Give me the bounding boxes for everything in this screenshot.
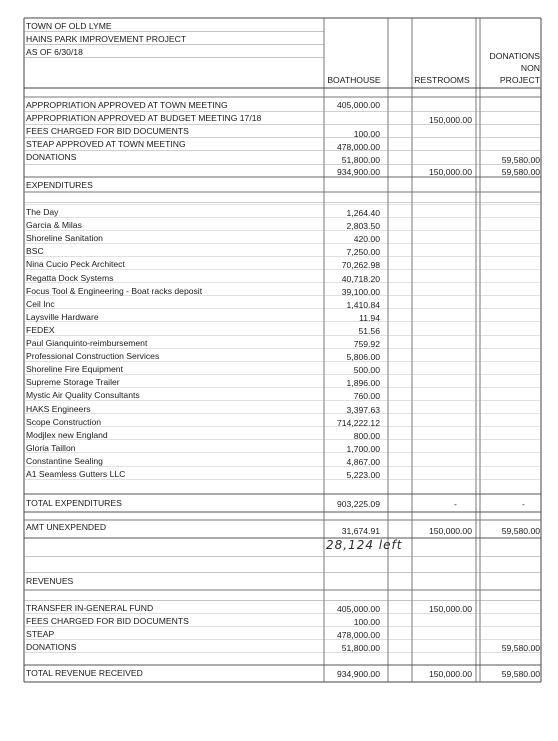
expenditure-amount: 1,410.84 (346, 299, 380, 310)
revenue-boathouse-value: 100.00 (353, 617, 380, 627)
column-header-donations: DONATIONS (489, 51, 540, 61)
expenditure-amount: 3,397.63 (346, 404, 380, 415)
expenditures-heading: EXPENDITURES (26, 180, 93, 190)
funding-total-restrooms: 150,000.00 (428, 167, 472, 177)
amt-unexpended-restrooms: 150,000.00 (428, 526, 472, 536)
funding-label: APPROPRIATION APPROVED AT BUDGET MEETING 17/18 (26, 113, 262, 123)
expenditure-label: Mystic Air Quality Consultants (26, 390, 140, 401)
expenditure-amount: 2,803.50 (346, 221, 380, 232)
revenue-label: DONATIONS (26, 642, 77, 652)
revenue-label: TRANSFER IN-GENERAL FUND (26, 603, 154, 613)
expenditure-amount: 39,100.00 (341, 286, 380, 297)
revenue-boathouse-value: 478,000.00 (336, 630, 380, 640)
funding-label: APPROPRIATION APPROVED AT TOWN MEETING (26, 100, 228, 110)
expenditure-label: A1 Seamless Gutters LLC (26, 469, 126, 479)
expenditure-label: FEDEX (26, 324, 55, 335)
report-title-project: HAINS PARK IMPROVEMENT PROJECT (26, 34, 187, 44)
expenditure-label: Ceil Inc (26, 298, 55, 309)
revenue-donations-value: 59,580.00 (501, 643, 540, 653)
expenditure-label: Constantine Sealing (26, 455, 103, 466)
expenditure-amount: 70,262.98 (341, 260, 380, 271)
total-expenditures-restrooms: - (454, 499, 457, 509)
expenditure-amount: 800.00 (353, 430, 380, 441)
column-header-boathouse: BOATHOUSE (327, 75, 381, 85)
expenditure-label: BSC (26, 246, 44, 257)
funding-boathouse-value: 405,000.00 (336, 100, 380, 110)
report-date: AS OF 6/30/18 (26, 47, 83, 57)
expenditure-amount: 1,264.40 (346, 208, 380, 218)
revenues-heading: REVENUES (26, 576, 74, 586)
revenue-restrooms-value: 150,000.00 (428, 604, 472, 614)
expenditure-label: Regatta Dock Systems (26, 272, 114, 283)
total-expenditures-label: TOTAL EXPENDITURES (26, 498, 122, 508)
handwritten-note: 28,124 left (326, 538, 403, 552)
total-revenue-restrooms: 150,000.00 (428, 669, 472, 679)
expenditure-amount: 714,222.12 (336, 417, 380, 428)
funding-boathouse-value: 100.00 (353, 129, 380, 139)
funding-label: STEAP APPROVED AT TOWN MEETING (26, 139, 186, 149)
revenue-boathouse-value: 405,000.00 (336, 604, 380, 614)
revenue-label: FEES CHARGED FOR BID DOCUMENTS (26, 616, 189, 626)
funding-donations-value: 59,580.00 (501, 155, 540, 165)
amt-unexpended-boathouse: 31,674.91 (341, 526, 380, 536)
funding-label: FEES CHARGED FOR BID DOCUMENTS (26, 126, 189, 136)
column-header-donations-non: NON (520, 63, 540, 73)
expenditure-amount: 760.00 (353, 391, 380, 402)
expenditure-label: HAKS Engineers (26, 403, 91, 414)
funding-label: DONATIONS (26, 152, 77, 162)
expenditure-amount: 7,250.00 (346, 247, 380, 258)
funding-boathouse-value: 51,800.00 (341, 155, 380, 165)
expenditure-label: Scope Construction (26, 416, 101, 427)
total-expenditures-boathouse: 903,225.09 (336, 499, 380, 509)
expenditure-amount: 51.56 (358, 325, 380, 336)
total-revenue-label: TOTAL REVENUE RECEIVED (26, 668, 143, 678)
expenditure-amount: 40,718.20 (341, 273, 380, 284)
expenditure-label: Focus Tool & Engineering - Boat racks deposit (26, 285, 203, 296)
expenditure-label: Supreme Storage Trailer (26, 377, 120, 388)
expenditure-amount: 1,700.00 (346, 443, 380, 454)
amt-unexpended-donations: 59,580.00 (501, 526, 540, 536)
report-title-town: TOWN OF OLD LYME (26, 21, 112, 31)
expenditure-label: Nina Cucio Peck Architect (26, 259, 125, 270)
expenditure-amount: 5,806.00 (346, 352, 380, 363)
funding-total-donations: 59,580.00 (501, 167, 540, 177)
total-expenditures-donations: - (522, 499, 525, 509)
funding-restrooms-value: 150,000.00 (428, 115, 472, 125)
funding-boathouse-value: 478,000.00 (336, 142, 380, 152)
expenditure-label: Shoreline Fire Equipment (26, 364, 123, 375)
total-revenue-donations: 59,580.00 (501, 669, 540, 679)
column-header-restrooms: RESTROOMS (414, 75, 470, 85)
expenditure-label: The Day (26, 207, 59, 217)
revenue-label: STEAP (26, 629, 55, 639)
expenditure-label: Paul Gianquinto-reimbursement (26, 338, 148, 348)
expenditure-amount: 4,867.00 (346, 456, 380, 467)
expenditure-amount: 1,896.00 (346, 378, 380, 389)
expenditure-label: Modjlex new England (26, 429, 108, 440)
funding-total-boathouse: 934,900.00 (336, 167, 380, 177)
expenditure-amount: 759.92 (353, 339, 380, 349)
amt-unexpended-label: AMT UNEXPENDED (26, 522, 107, 532)
expenditure-label: Shoreline Sanitation (26, 233, 103, 244)
expenditure-amount: 5,223.00 (346, 470, 380, 480)
expenditure-amount: 500.00 (353, 365, 380, 376)
expenditure-label: Garcia & Milas (26, 220, 82, 231)
expenditure-amount: 11.94 (359, 312, 380, 323)
expenditure-label: Professional Construction Services (26, 351, 160, 362)
revenue-boathouse-value: 51,800.00 (341, 643, 380, 653)
total-revenue-boathouse: 934,900.00 (336, 669, 380, 679)
expenditure-label: Laysville Hardware (26, 311, 99, 322)
column-header-donations-project: PROJECT (499, 75, 540, 85)
expenditure-amount: 420.00 (353, 234, 380, 245)
expenditure-label: Gloria Taillon (26, 442, 76, 453)
